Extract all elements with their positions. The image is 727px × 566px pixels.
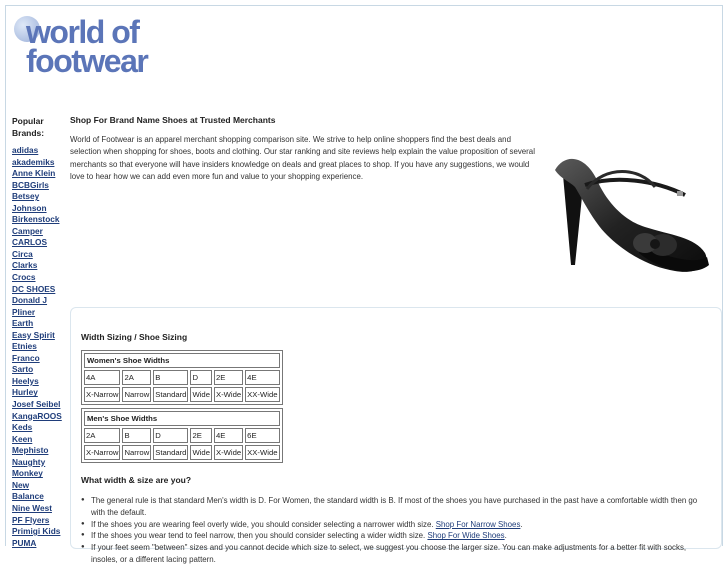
list-item bbox=[12, 376, 66, 388]
womens-table-header: Women's Shoe Widths bbox=[84, 353, 280, 368]
shop-wide-link[interactable]: Shop For Wide Shoes bbox=[427, 531, 505, 541]
brand-link[interactable]: Balance bbox=[12, 491, 44, 502]
brand-link[interactable]: Heelys bbox=[12, 375, 39, 386]
brand-link[interactable]: Camper bbox=[12, 225, 43, 236]
table-cell: 4E bbox=[214, 428, 243, 443]
list-item bbox=[12, 341, 66, 353]
size-question: What width & size are you? bbox=[81, 475, 192, 485]
shop-narrow-link[interactable]: Shop For Narrow Shoes bbox=[435, 519, 521, 529]
table-cell: X-Wide bbox=[214, 387, 243, 402]
brand-link[interactable]: Earth bbox=[12, 318, 34, 329]
brand-link[interactable]: Betsey bbox=[12, 191, 40, 202]
list-item bbox=[12, 295, 66, 307]
list-item bbox=[12, 180, 66, 192]
intro-paragraph: World of Footwear is an apparel merchant shopping comparison site. We strive to help online shoppers find the best deals and selection when shopping for shoes, boots and clothing. Our star ranking and site reviews help explain the value proposition of several merchants so that everyone will have insiders knowledge on deals and great places to shop. If you have any suggestions, we would love to hear how we can add even more fun and value to your shopping experience. bbox=[70, 135, 535, 181]
brand-link[interactable]: Birkenstock bbox=[12, 214, 60, 225]
tip-text: If your feet seem "between" sizes and you cannot decide which size to select, we suggest you choose the larger size. You can make adjustments for a better fit with socks, insoles, or a different lacing pattern. bbox=[91, 543, 687, 564]
list-item bbox=[12, 468, 66, 480]
tip-between-sizes bbox=[81, 542, 711, 566]
list-item bbox=[12, 457, 66, 469]
table-row bbox=[84, 387, 280, 402]
list-item bbox=[12, 480, 66, 492]
brand-link[interactable]: Franco bbox=[12, 352, 40, 363]
list-item bbox=[12, 387, 66, 399]
list-item bbox=[12, 491, 66, 503]
womens-width-table bbox=[81, 350, 283, 405]
list-item bbox=[12, 434, 66, 446]
table-cell: 2A bbox=[84, 428, 120, 443]
list-item bbox=[12, 445, 66, 457]
brand-link[interactable]: Keds bbox=[12, 422, 33, 433]
table-row bbox=[84, 445, 280, 460]
table-cell: 4A bbox=[84, 370, 120, 385]
brand-list bbox=[12, 145, 66, 549]
brand-link[interactable]: Keen bbox=[12, 433, 33, 444]
brand-link[interactable]: adidas bbox=[12, 145, 39, 155]
table-cell: Wide bbox=[190, 445, 212, 460]
brand-link[interactable]: New bbox=[12, 479, 30, 490]
list-item bbox=[12, 214, 66, 226]
brand-link[interactable]: KangaROOS bbox=[12, 410, 62, 421]
list-item bbox=[12, 145, 66, 157]
list-item bbox=[12, 249, 66, 261]
brand-link[interactable]: Mephisto bbox=[12, 445, 49, 456]
brand-link[interactable]: Naughty bbox=[12, 456, 46, 467]
list-item bbox=[12, 364, 66, 376]
brand-link[interactable]: Pliner bbox=[12, 306, 36, 317]
list-item bbox=[12, 399, 66, 411]
brand-link[interactable]: Johnson bbox=[12, 202, 47, 213]
list-item bbox=[12, 191, 66, 203]
tips-list bbox=[81, 495, 711, 566]
brand-link[interactable]: Clarks bbox=[12, 260, 38, 271]
shoe-image bbox=[545, 125, 720, 290]
sidebar-title-line-2: Brands: bbox=[12, 128, 45, 138]
table-cell: B bbox=[153, 370, 188, 385]
brand-link[interactable]: DC SHOES bbox=[12, 283, 56, 294]
list-item bbox=[12, 526, 66, 538]
table-cell: 2E bbox=[190, 428, 212, 443]
site-logo[interactable] bbox=[14, 14, 174, 84]
list-item bbox=[12, 168, 66, 180]
list-item bbox=[12, 272, 66, 284]
table-cell: B bbox=[122, 428, 151, 443]
logo-line-2: footwear bbox=[26, 43, 148, 79]
brand-link[interactable]: PF Flyers bbox=[12, 514, 50, 525]
table-cell: Standard bbox=[153, 387, 188, 402]
list-item bbox=[12, 515, 66, 527]
sizing-panel bbox=[70, 307, 722, 564]
brand-link[interactable]: Nine West bbox=[12, 502, 52, 513]
list-item bbox=[12, 411, 66, 423]
table-cell: X-Narrow bbox=[84, 387, 120, 402]
table-cell: 6E bbox=[245, 428, 279, 443]
brand-link[interactable]: Crocs bbox=[12, 272, 36, 283]
brand-link[interactable]: Circa bbox=[12, 248, 33, 259]
list-item bbox=[12, 237, 66, 249]
list-item bbox=[12, 157, 66, 169]
list-item bbox=[12, 203, 66, 215]
list-item bbox=[12, 307, 66, 319]
table-cell: Narrow bbox=[122, 387, 151, 402]
tip-narrow: ● If the shoes you are wearing feel overly wide, you should consider selecting a narrower width size. Shop For Narrow Shoes. bbox=[81, 519, 711, 531]
table-cell: X-Wide bbox=[214, 445, 243, 460]
tip-wide: ● If the shoes you wear tend to feel narrow, then you should consider selecting a wider width size. Shop For Wide Shoes. bbox=[81, 530, 711, 542]
table-cell: D bbox=[190, 370, 212, 385]
brand-link[interactable]: Primigi Kids bbox=[12, 526, 61, 537]
list-item bbox=[12, 318, 66, 330]
brand-link[interactable]: akademiks bbox=[12, 156, 55, 167]
list-item bbox=[12, 284, 66, 296]
table-cell: Narrow bbox=[122, 445, 151, 460]
brand-link[interactable]: Josef Seibel bbox=[12, 399, 61, 410]
sizing-title: Width Sizing / Shoe Sizing bbox=[81, 332, 188, 342]
table-row bbox=[84, 428, 280, 443]
tip-text: If the shoes you are wearing feel overly wide, you should consider selecting a narrower width size. bbox=[91, 519, 434, 529]
brand-sidebar bbox=[12, 115, 66, 549]
mens-width-table bbox=[81, 408, 283, 463]
tip-text: If the shoes you wear tend to feel narrow, then you should consider selecting a wider width size. bbox=[91, 531, 426, 541]
table-cell: 4E bbox=[245, 370, 279, 385]
list-item bbox=[12, 538, 66, 550]
list-item bbox=[12, 503, 66, 515]
table-cell: XX-Wide bbox=[245, 387, 279, 402]
list-item bbox=[12, 260, 66, 272]
table-row bbox=[84, 370, 280, 385]
table-cell: 2A bbox=[122, 370, 151, 385]
brand-link[interactable]: Hurley bbox=[12, 387, 38, 398]
brand-link[interactable]: BCBGirls bbox=[12, 179, 49, 190]
list-item bbox=[12, 422, 66, 434]
list-item bbox=[12, 226, 66, 238]
brand-link[interactable]: Easy Spirit bbox=[12, 329, 55, 340]
table-cell: D bbox=[153, 428, 188, 443]
table-cell: XX-Wide bbox=[245, 445, 279, 460]
sidebar-title-line-1: Popular bbox=[12, 116, 44, 126]
brand-link[interactable]: Etnies bbox=[12, 341, 37, 352]
logo-line-1: world of bbox=[26, 14, 139, 50]
brand-link[interactable]: CARLOS bbox=[12, 237, 48, 248]
table-cell: X-Narrow bbox=[84, 445, 120, 460]
page-headline: Shop For Brand Name Shoes at Trusted Merchants bbox=[70, 115, 276, 125]
table-cell: Wide bbox=[190, 387, 212, 402]
list-item bbox=[12, 330, 66, 342]
mens-table-header: Men's Shoe Widths bbox=[84, 411, 280, 426]
tip-default-width bbox=[81, 495, 711, 519]
brand-link[interactable]: Anne Klein bbox=[12, 168, 56, 179]
table-cell: 2E bbox=[214, 370, 243, 385]
table-cell: Standard bbox=[153, 445, 188, 460]
brand-link[interactable]: Monkey bbox=[12, 468, 43, 479]
brand-link[interactable]: PUMA bbox=[12, 537, 37, 548]
brand-link[interactable]: Sarto bbox=[12, 364, 34, 375]
tip-text: The general rule is that standard Men's width is D. For Women, the standard width is B. If most of the shoes you have purchased in the past have a comfortable width then go with the default. bbox=[91, 496, 698, 517]
brand-link[interactable]: Donald J bbox=[12, 295, 48, 306]
list-item bbox=[12, 353, 66, 365]
